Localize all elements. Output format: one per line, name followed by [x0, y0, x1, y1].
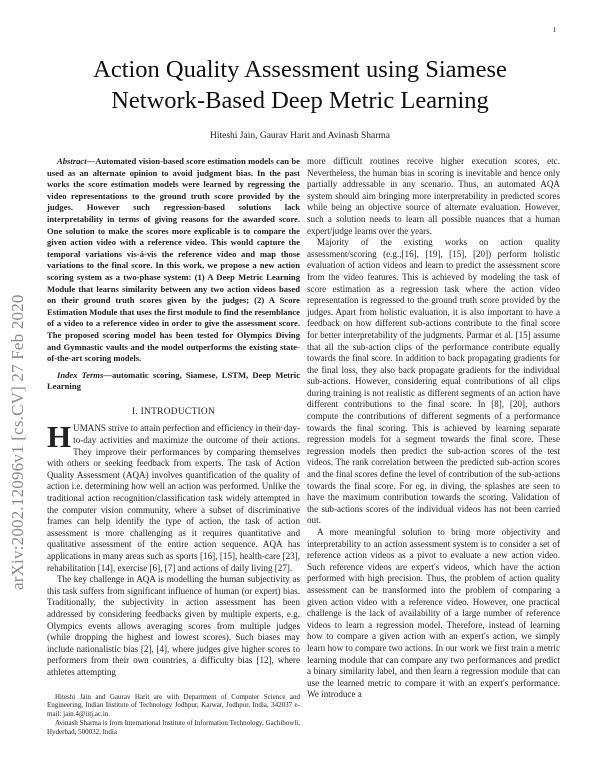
title-line-1: Action Quality Assessment using Siamese [93, 56, 507, 83]
index-terms-label: Index Terms [57, 369, 104, 380]
right-column [307, 156, 560, 701]
footnote-1: Hiteshi Jain and Gaurav Harit are with Department of Computer Science and Engineering, Indian Institute of Technology Jodhpur, Karwar, Jodhpur, India, 342037 e-mail: jain.4@iitj.ac.in. [47, 692, 300, 719]
abstract [47, 156, 300, 365]
intro-paragraph-1 [47, 419, 300, 574]
index-terms [47, 370, 300, 393]
section-heading: I. INTRODUCTION [131, 406, 216, 417]
paper-title [0, 54, 600, 116]
footnote-2: Avinash Sharma is from International Institute of Information Technology, Gachibowli, Hyderbad, 500032, India [47, 718, 300, 736]
index-terms-text: —automatic scoring, Siamese, LSTM, Deep Metric Learning [47, 369, 301, 392]
abstract-label: Abstract [57, 156, 87, 166]
intro-paragraph-2: The key challenge in AQA is modelling the human subjectivity as this task suffers from significant influence of human (or expert) bias. Traditionally, the subjectivity in action assessment has been addressed by considering feedbacks given by multiple experts, e.g. Olympics events allows averaging scores from multiple judges (while dropping the highest and lowest scores). Such biases may include nationalistic bias [2], [4], where judges give higher scores to performers from their own countries, a difficulty bias [12], where athletes attempting [47, 574, 300, 677]
abstract-text: —Automated vision-based score estimation models can be used as an alternate opinion to avoid judgment bias. In the past works the score estimation models were learned by regressing the video representations to the ground truth score provided by the judges. However such regression-based solutions lack interpretability in terms of giving reasons for the awarded score. One solution to make the scores more explicable is to compare the given action video with a reference video. This would capture the temporal variations vis-á-vis the reference video and map those variations to the final score. In this work, we propose a new action scoring system as a two-phase system: (1) A Deep Metric Learning Module that learns similarity between any two action videos based on their ground truth scores given by the judges; (2) A Score Estimation Module that uses the first module to find the resemblance of a video to a reference video in order to give the assessment score. The proposed scoring model has been tested for Olympics Diving and Gymnastic vaults and the model outperforms the existing state-of-the-art scoring models. [47, 156, 300, 364]
right-paragraph-3: A more meaningful solution to bring more objectivity and interpretability to an action assessment system is to consider a set of reference action videos as a pivot to evaluate a new action video. Such reference videos are expert's videos, which have the action performed with high precision. Thus, the problem of action quality assessment can be transformed into the problem of comparing a given action video with a reference video. However, one practical challenge is the lack of availability of a large number of reference videos to learn a regression model. Therefore, instead of learning how to compare a given action with an expert's action, we simply learn how to compare two actions. In our work we first train a metric learning module that can compare any two performances and predict a binary similarity label, and then learn a regression module that can use the learned metric to compare it with an expert's performance. We introduce a [307, 527, 560, 700]
right-paragraph-1: more difficult routines receive higher execution scores, etc. Nevertheless, the human bias in scoring is inevitable and hence only partially addressable in any scenario. Thus, an automated AQA system should aim bringing more interpretability in predicted scores while being an objective source of alternate evaluation. However, such a solution needs to learn all possible nuances that a human expert/judge learns over the years. [307, 156, 560, 236]
title-line-2: Network-Based Deep Metric Learning [111, 87, 489, 114]
intro-paragraph-1-text: UMANS strive to attain perfection and efficiency in their day-to-day activities and maximize the outcome of their actions. They improve their performances by comparing themselves with others or seeking feedback from experts. The task of Action Quality Assessment (AQA) involves quantification of the quality of action i.e. determining how well an action was performed. Unlike the traditional action recognition/classification task widely attempted in the computer vision community, where a subset of discriminative frames can help identify the type of action, the task of action assessment is more challenging as it requires quantitative and qualitative assessment of the entire action sequence. AQA has applications in many areas such as sports [16], [15], health-care [23], rehabilitation [14], exercise [6], [7] and actions of daily living [27]. [47, 423, 300, 573]
footnotes [47, 693, 300, 737]
drop-cap: H [47, 419, 72, 455]
authors: Hiteshi Jain, Gaurav Harit and Avinash Sharma [209, 131, 391, 141]
right-paragraph-2: Majority of the existing works on action quality assessment/scoring (e.g.,[16], [19], [15], [20]) perform holistic evaluation of action videos and learn to predict the assessment score from the video features. This is achieved by modeling the task of score estimation as a regression task where the action video representation is regressed to the ground truth score provided by the judges. Apart from holistic evaluation, it is also important to have a feedback on how different sub-actions contribute to the final score for better interpretability of the judgments. Parmar et al. [15] assume that all the sub-action clips of the performance contribute equally towards the final score. In addition to back propagating gradients for the final loss, they also back propagate gradients for the individual sub-actions. However, considering equal contributions of all clips during training is not realistic as different segments of an action have different contributions to the final score. In [8], [20], authors compute the contributions of different segments of a performance towards the final scoring. This is achieved by learning separate regression models for a segment towards the final score. These regression models then predict the sub-action scores of the test videos. The rank correlation between the predicted sub-action scores and the final scores define the level of contribution of the sub-actions towards the final score. For eg. in diving, the splashes are seen to have the maximum contribution towards the scoring. Validation of the sub-actions scores of the individual videos has not been carried out. [307, 237, 560, 526]
left-column [47, 156, 300, 737]
arxiv-stamp: arXiv:2002.12096v1 [cs.CV] 27 Feb 2020 [8, 294, 27, 590]
page-number: 1 [552, 26, 556, 34]
